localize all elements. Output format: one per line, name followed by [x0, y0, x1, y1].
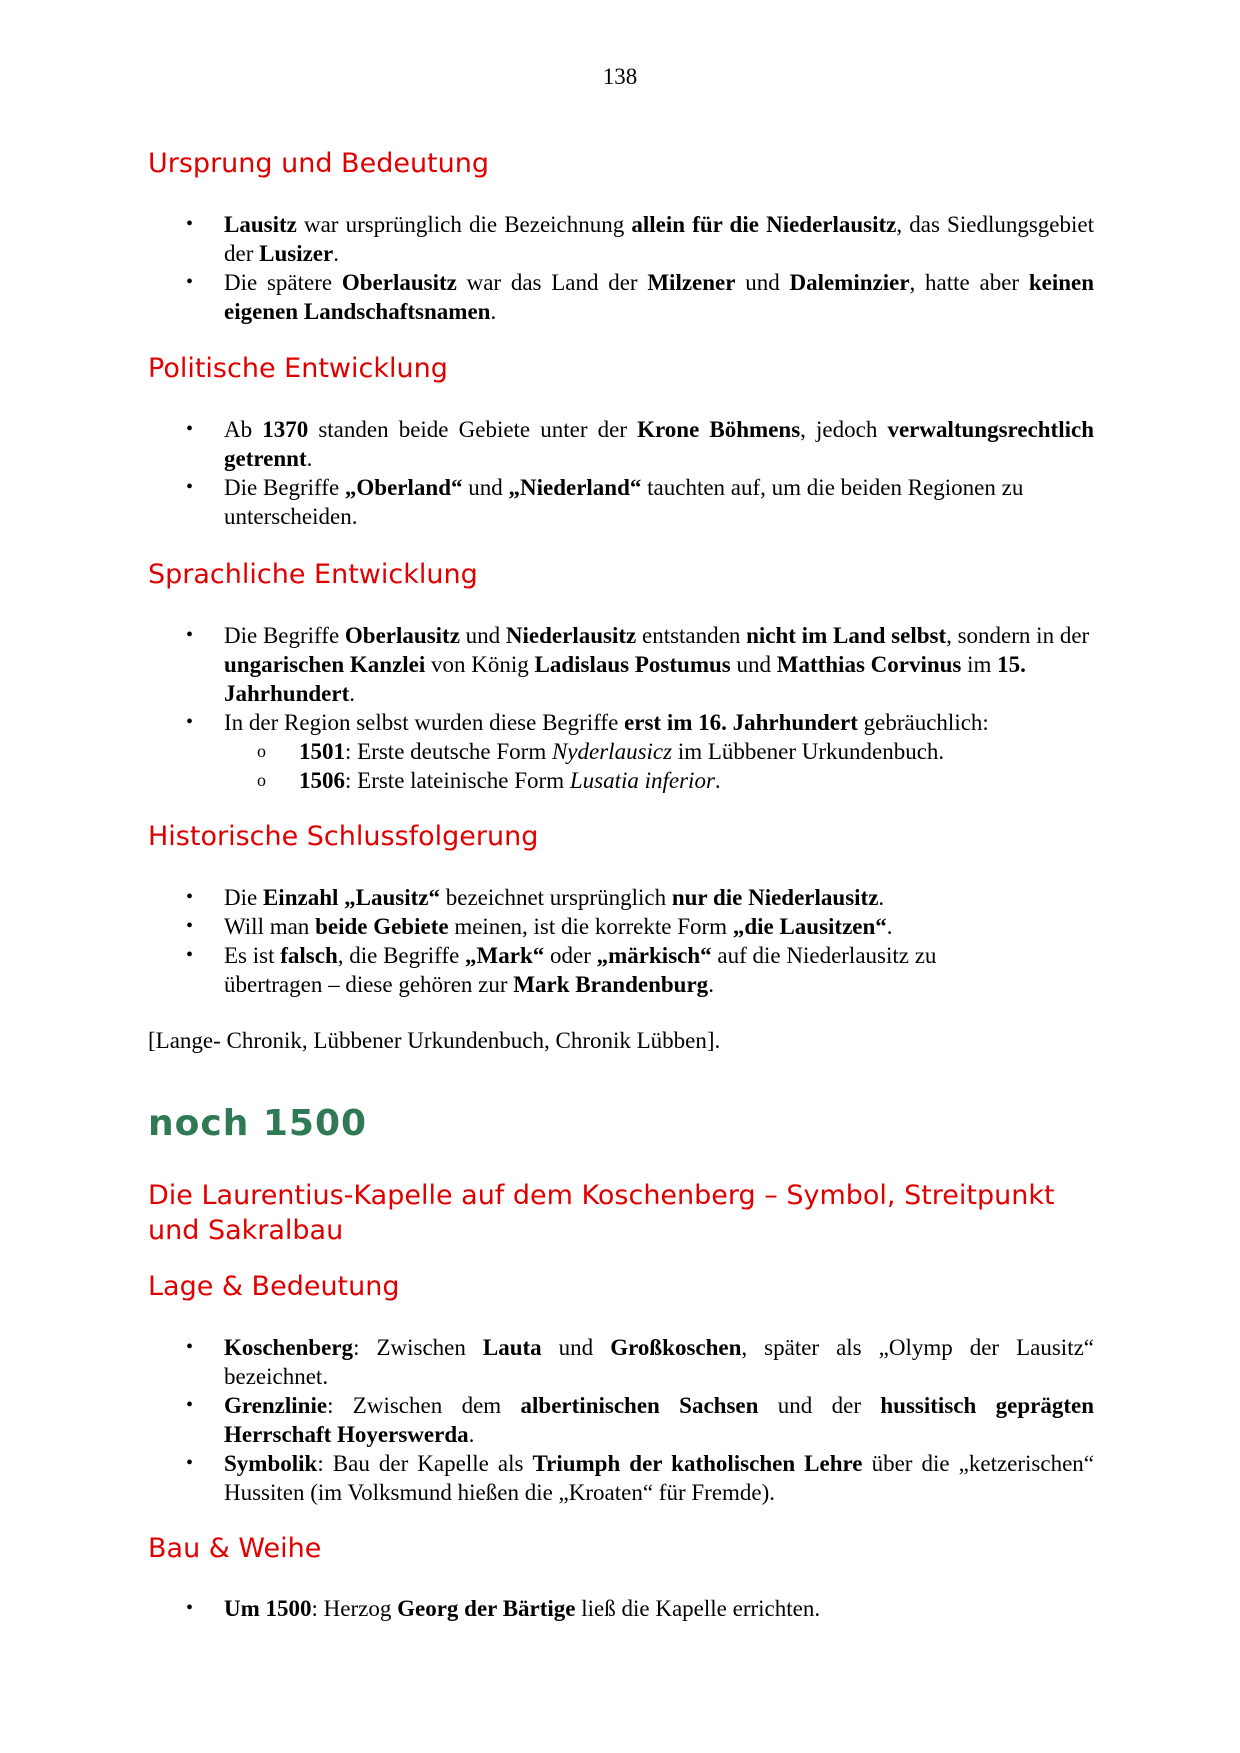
bullet-icon: • [186, 886, 194, 908]
circle-bullet-icon: o [257, 741, 266, 761]
list-item: • Die Einzahl „Lausitz“ bezeichnet ursprünglich nur die Niederlausitz. [186, 885, 885, 910]
list-item: • Es ist falsch, die Begriffe „Mark“ oder „märkisch“ auf die Niederlausitz zu übertragen – diese gehören zur Mark Brandenburg. [186, 943, 937, 997]
list-item: • Will man beide Gebiete meinen, ist die korrekte Form „die Lausitzen“. [186, 914, 893, 939]
list-item: • Um 1500: Herzog Georg der Bärtige ließ die Kapelle errichten. [186, 1596, 821, 1621]
list-item: • Die Begriffe Oberlausitz und Niederlausitz entstanden nicht im Land selbst, sondern in der ungarischen Kanzlei von König Ladislaus Postumus und Matthias Corvinus im 15. Jahrhundert. [186, 623, 1090, 706]
list-ursprung [148, 210, 1094, 326]
chapter-title: Die Laurentius-Kapelle auf dem Koschenberg – Symbol, Streitpunkt und Sakralbau [148, 1180, 1055, 1246]
sublist-item: o 1501: Erste deutsche Form Nyderlausicz im Lübbener Urkundenbuch. [257, 739, 945, 764]
bullet-icon: • [186, 213, 194, 235]
bullet-icon: • [186, 624, 194, 646]
section-heading-politisch: Politische Entwicklung [148, 353, 448, 384]
list-item: • Die Begriffe „Oberland“ und „Niederland“ tauchten auf, um die beiden Regionen zu unterscheiden. [186, 475, 1024, 529]
bullet-icon: • [186, 944, 194, 966]
section-heading-lage: Lage & Bedeutung [148, 1271, 400, 1302]
bullet-icon: • [186, 476, 194, 498]
list-item: • Koschenberg: Zwischen Lauta und Großkoschen, später als „Olymp der Lausitz“ bezeichnet. [186, 1335, 1095, 1389]
list-bau [148, 1594, 1094, 1623]
list-item: • Die spätere Oberlausitz war das Land der Milzener und Daleminzier, hatte aber keinen eigenen Landschaftsnamen. [186, 270, 1095, 324]
sublist-item: o 1506: Erste lateinische Form Lusatia inferior. [257, 768, 721, 793]
list-item: • Grenzlinie: Zwischen dem albertinischen Sachsen und der hussitisch geprägten Herrschaft Hoyerswerda. [186, 1393, 1094, 1447]
section-heading-sprachlich: Sprachliche Entwicklung [148, 559, 478, 590]
list-item: • Lausitz war ursprünglich die Bezeichnung allein für die Niederlausitz, das Siedlungsgebiet der Lusizer. [186, 212, 1094, 266]
bullet-icon: • [186, 1597, 194, 1619]
bullet-icon: • [186, 271, 194, 293]
bullet-icon: • [186, 418, 194, 440]
section-heading-schluss: Historische Schlussfolgerung [148, 821, 539, 852]
section-heading-bau: Bau & Weihe [148, 1533, 322, 1564]
circle-bullet-icon: o [257, 770, 266, 790]
list-politisch [148, 415, 1094, 531]
list-schluss [148, 883, 1094, 999]
bullet-icon: • [186, 1452, 194, 1474]
list-item: • Symbolik: Bau der Kapelle als Triumph der katholischen Lehre über die „ketzerischen“ Hussiten (im Volksmund hießen die „Kroaten“ für Fremde). [186, 1451, 1095, 1505]
list-item: • Ab 1370 standen beide Gebiete unter der Krone Böhmens, jedoch verwaltungsrechtlich getrennt. [186, 417, 1094, 471]
bullet-icon: • [186, 711, 194, 733]
bullet-icon: • [186, 1336, 194, 1358]
list-lage [148, 1333, 1094, 1507]
bullet-icon: • [186, 1394, 194, 1416]
list-item: • In der Region selbst wurden diese Begriffe erst im 16. Jahrhundert gebräuchlich: o 1501: Erste deutsche Form Nyderlausicz im Lübbener Urkundenbuch. o 1506: Erste lateinische Form Lusatia inferior. [148, 708, 1094, 795]
year-heading: noch 1500 [148, 1103, 368, 1144]
list-sprachlich [148, 621, 1094, 795]
section-heading-ursprung: Ursprung und Bedeutung [148, 148, 490, 179]
source-citation: [Lange- Chronik, Lübbener Urkundenbuch, Chronik Lübben]. [148, 1028, 721, 1053]
sublist [224, 737, 1094, 795]
page-number: 138 [602, 64, 638, 89]
bullet-icon: • [186, 915, 194, 937]
